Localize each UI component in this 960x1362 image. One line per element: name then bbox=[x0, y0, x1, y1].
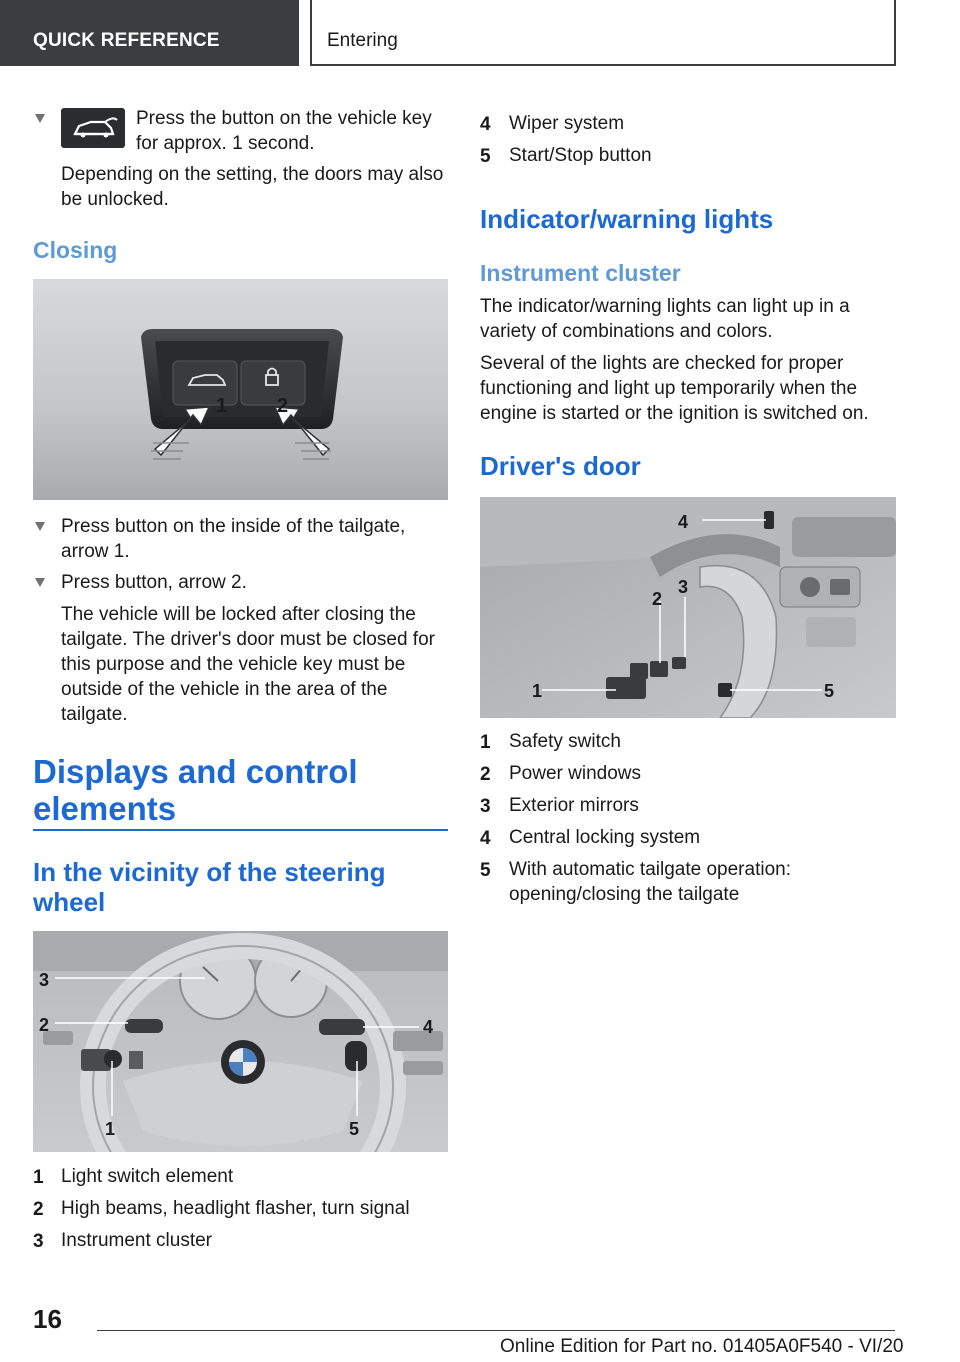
list-item-text: With automatic tailgate operation: opening/closing the tailgate bbox=[509, 859, 791, 905]
key-note: Depending on the setting, the doors may also be unlocked. bbox=[61, 164, 444, 210]
list-item-text: Central locking system bbox=[509, 827, 701, 848]
door-callout-4: 4 bbox=[678, 512, 689, 532]
list-item-number: 1 bbox=[480, 732, 491, 753]
list-item-text: Power windows bbox=[509, 763, 641, 784]
list-item-text: Exterior mirrors bbox=[509, 795, 639, 816]
header-chapter-tab bbox=[310, 0, 896, 66]
list-item-text: Safety switch bbox=[509, 731, 621, 752]
steering-callout-4: 4 bbox=[423, 1017, 434, 1037]
closing-bullet-1: Press button on the inside of the tailgate, arrow 1. bbox=[61, 516, 406, 562]
closing-heading: Closing bbox=[33, 237, 118, 263]
list-item-text: Light switch element bbox=[61, 1166, 234, 1187]
closing-callout-2: 2 bbox=[277, 395, 289, 417]
list-item-text: Wiper system bbox=[509, 113, 625, 134]
list-item-number: 3 bbox=[33, 1231, 44, 1252]
door-callout-1: 1 bbox=[532, 681, 543, 701]
list-item-number: 5 bbox=[480, 146, 491, 167]
list-item-text: Instrument cluster bbox=[61, 1230, 212, 1251]
footer-divider bbox=[97, 1330, 895, 1331]
list-item-number: 1 bbox=[33, 1167, 44, 1188]
steering-callout-3: 3 bbox=[39, 970, 50, 990]
triangle-bullet-icon bbox=[35, 578, 45, 587]
closing-bullet-2: Press button, arrow 2. bbox=[61, 572, 247, 593]
cluster-heading: Instrument cluster bbox=[480, 260, 681, 286]
steering-wheel-illustration bbox=[33, 931, 448, 1152]
header-section-tab bbox=[0, 0, 299, 66]
cluster-paragraph-2: Several of the lights are checked for proper functioning and light up temporarily when the engine is started or the ignition is switched on. bbox=[480, 353, 869, 424]
triangle-bullet-icon bbox=[35, 522, 45, 531]
list-item-text: High beams, headlight flasher, turn signal bbox=[61, 1198, 410, 1219]
steering-heading: In the vicinity of the steering wheel bbox=[33, 857, 386, 917]
list-item-number: 5 bbox=[480, 860, 491, 881]
list-item-number: 4 bbox=[480, 828, 491, 849]
cluster-paragraph-1: The indicator/warning lights can light up in a variety of combinations and colors. bbox=[480, 296, 850, 342]
list-item-number: 4 bbox=[480, 114, 491, 135]
closing-callout-1: 1 bbox=[216, 395, 228, 417]
closing-note: The vehicle will be locked after closing the tailgate. The driver's door must be closed for this purpose and the vehicle key must be outside of the vehicle in the area of the tailgate. bbox=[61, 604, 435, 725]
header-chapter-label: Entering bbox=[327, 30, 398, 51]
triangle-bullet-icon bbox=[35, 114, 45, 123]
list-item-text: Start/Stop button bbox=[509, 145, 652, 166]
tailgate-buttons-illustration bbox=[33, 279, 448, 500]
list-item-number: 2 bbox=[480, 764, 491, 785]
header-section-label: QUICK REFERENCE bbox=[33, 30, 220, 51]
steering-callout-5: 5 bbox=[349, 1119, 360, 1139]
steering-callout-2: 2 bbox=[39, 1015, 50, 1035]
door-callout-3: 3 bbox=[678, 577, 689, 597]
footer-edition: Online Edition for Part no. 01405A0F540 - VI/20 bbox=[500, 1336, 904, 1357]
door-callout-5: 5 bbox=[824, 681, 835, 701]
list-item-number: 2 bbox=[33, 1199, 44, 1220]
door-callout-2: 2 bbox=[652, 589, 663, 609]
displays-heading: Displays and control elements bbox=[33, 753, 358, 827]
tailgate-key-icon bbox=[61, 108, 125, 148]
list-item-number: 3 bbox=[480, 796, 491, 817]
steering-callout-1: 1 bbox=[105, 1119, 116, 1139]
door-heading: Driver's door bbox=[480, 451, 641, 481]
page-number: 16 bbox=[33, 1304, 62, 1334]
heading-divider bbox=[33, 829, 448, 831]
drivers-door-illustration bbox=[480, 497, 896, 718]
indicator-heading: Indicator/warning lights bbox=[480, 204, 774, 234]
key-instruction: Press the button on the vehicle key for approx. 1 second. bbox=[136, 108, 432, 154]
